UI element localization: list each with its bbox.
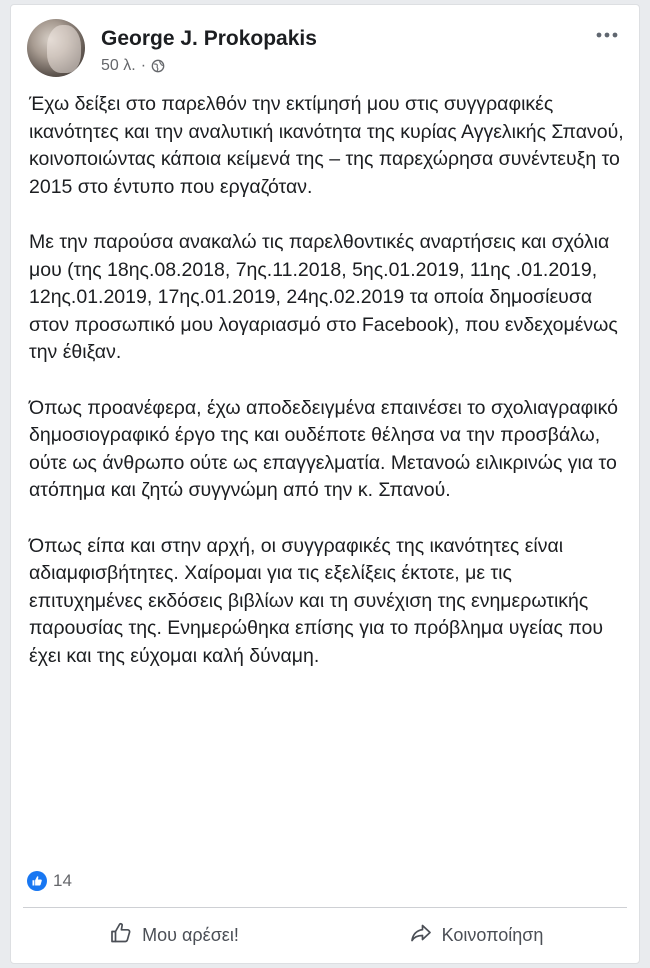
share-arrow-icon bbox=[409, 921, 433, 950]
divider bbox=[23, 907, 627, 908]
reactions-count: 14 bbox=[53, 871, 72, 890]
globe-icon[interactable] bbox=[151, 59, 165, 73]
post-paragraph: Όπως είπα και στην αρχή, οι συγγραφικές της ικανότητες είναι αδιαμφισβήτητες. Χαίρομαι για τις εξελίξεις έκτοτε, με τις επιτυχημένες εκδόσεις βιβλίων και τη συνέχιση της ενημερωτικής παρουσίας της. Ενημερώθηκα επίσης για το πρόβλημα υγείας που έχει και της εύχομαι καλή δύναμη. bbox=[29, 534, 604, 667]
post-header bbox=[25, 15, 625, 79]
like-label: Μου αρέσει! bbox=[142, 924, 239, 945]
thumbs-up-icon bbox=[109, 921, 133, 950]
more-options-button[interactable] bbox=[589, 23, 625, 47]
more-dots-icon bbox=[595, 26, 619, 44]
meta-separator: · bbox=[140, 57, 147, 74]
share-button[interactable] bbox=[325, 913, 627, 957]
author-name[interactable]: George J. Prokopakis bbox=[101, 27, 317, 50]
post-actions bbox=[23, 913, 627, 957]
post-card bbox=[10, 4, 640, 964]
reactions-summary[interactable] bbox=[27, 871, 72, 891]
post-time[interactable]: 50 λ. bbox=[101, 57, 136, 74]
like-reaction-icon bbox=[27, 871, 47, 891]
post-paragraph: Έχω δείξει στο παρελθόν την εκτίμησή μου στις συγγραφικές ικανότητες και την αναλυτική ικανότητα της κυρίας Αγγελικής Σπανού, κοινοποιώντας κάποια κείμενά της – της παρεχώρησα συνέντευξη το 2015 στο έντυπο που εργαζόταν. bbox=[29, 93, 624, 198]
post-paragraph: Με την παρούσα ανακαλώ τις παρελθοντικές αναρτήσεις και σχόλια μου (της 18ης.08.2018, 7ης.11.2018, 5ης.01.2019, 11ης .01.2019, 12ης.01.2019, 17ης.01.2019, 24ης.02.2019 τα οποία δημοσίευσα στον προσωπικό μου λογαριασμό στο Facebook), που ενδεχομένως την έθιξαν. bbox=[29, 230, 618, 364]
share-label: Κοινοποίηση bbox=[441, 924, 544, 945]
post-meta bbox=[101, 57, 165, 75]
like-button[interactable] bbox=[23, 913, 325, 957]
post-paragraph: Όπως προανέφερα, έχω αποδεδειγμένα επαινέσει το σχολιαγραφικό δημοσιογραφικό έργο της και ουδέποτε θέλησα να την προσβάλω, ούτε ως άνθρωπο ούτε ως επαγγελματία. Μετανοώ ειλικρινώς για το ατόπημα και ζητώ συγγνώμη από την κ. Σπανού. bbox=[29, 396, 618, 502]
avatar[interactable] bbox=[27, 19, 85, 77]
post-body bbox=[29, 91, 629, 698]
